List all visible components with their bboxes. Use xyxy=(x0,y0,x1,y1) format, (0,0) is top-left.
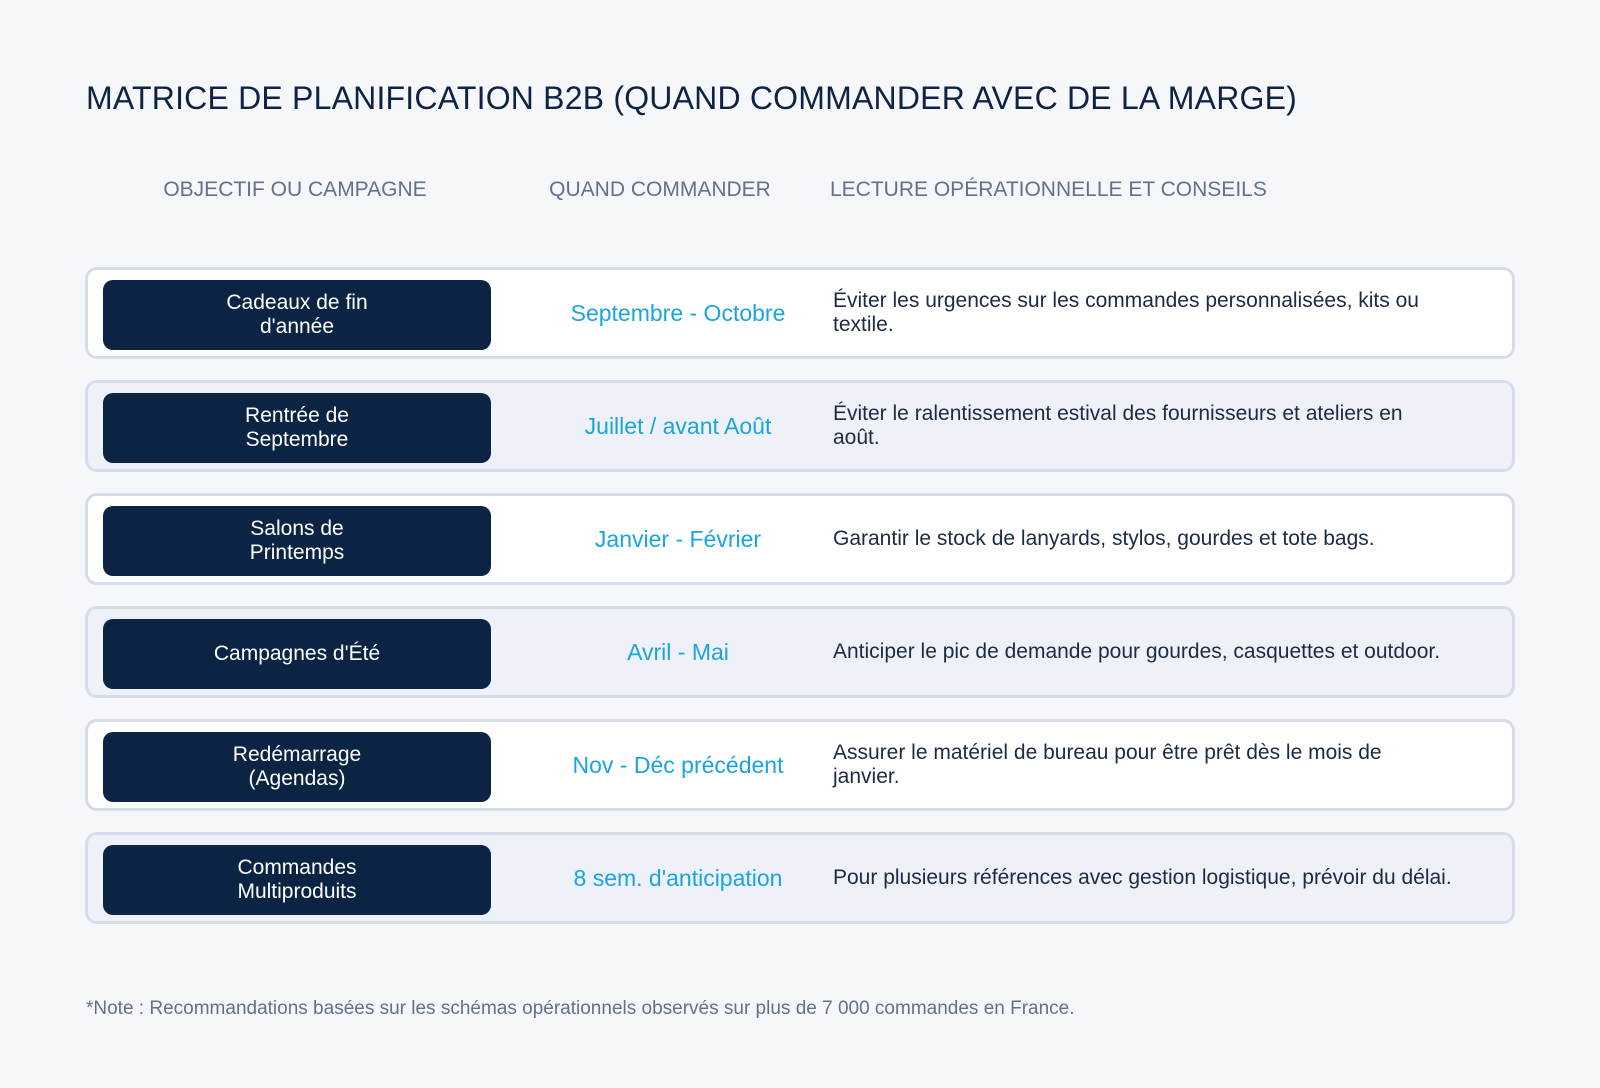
page-title: MATRICE DE PLANIFICATION B2B (QUAND COMMANDER AVEC DE LA MARGE) xyxy=(86,80,1297,116)
order-timing: Avril - Mai xyxy=(627,638,729,665)
column-header-objective: OBJECTIF OU CAMPAGNE xyxy=(163,178,427,201)
objective-badge: Salons de Printemps xyxy=(103,506,491,576)
operational-advice: Anticiper le pic de demande pour gourdes, casquettes et outdoor. xyxy=(833,640,1441,663)
operational-advice: Assurer le matériel de bureau pour être prêt dès le mois de janvier. xyxy=(833,741,1382,788)
table-row xyxy=(85,719,1515,811)
objective-badge: Commandes Multiproduits xyxy=(103,845,491,915)
order-timing: Nov - Déc précédent xyxy=(572,751,784,778)
objective-badge: Campagnes d'Été xyxy=(103,619,491,689)
operational-advice: Garantir le stock de lanyards, stylos, gourdes et tote bags. xyxy=(833,527,1375,550)
table-row xyxy=(85,267,1515,359)
operational-advice: Pour plusieurs références avec gestion logistique, prévoir du délai. xyxy=(833,866,1452,889)
table-row xyxy=(85,493,1515,585)
objective-badge: Cadeaux de fin d'année xyxy=(103,280,491,350)
planning-table xyxy=(85,267,1515,945)
column-header-when: QUAND COMMANDER xyxy=(549,178,771,201)
objective-badge: Rentrée de Septembre xyxy=(103,393,491,463)
table-row xyxy=(85,380,1515,472)
order-timing: 8 sem. d'anticipation xyxy=(573,864,783,891)
order-timing: Juillet / avant Août xyxy=(584,412,772,439)
order-timing: Septembre - Octobre xyxy=(570,299,786,326)
table-row xyxy=(85,832,1515,924)
operational-advice: Éviter le ralentissement estival des fournisseurs et ateliers en août. xyxy=(833,402,1403,449)
table-row xyxy=(85,606,1515,698)
objective-badge: Redémarrage (Agendas) xyxy=(103,732,491,802)
column-header-advice: LECTURE OPÉRATIONNELLE ET CONSEILS xyxy=(830,178,1267,201)
order-timing: Janvier - Février xyxy=(594,525,762,552)
operational-advice: Éviter les urgences sur les commandes personnalisées, kits ou textile. xyxy=(833,289,1419,336)
footnote: *Note : Recommandations basées sur les schémas opérationnels observés sur plus de 7 000 commandes en France. xyxy=(86,998,1075,1019)
